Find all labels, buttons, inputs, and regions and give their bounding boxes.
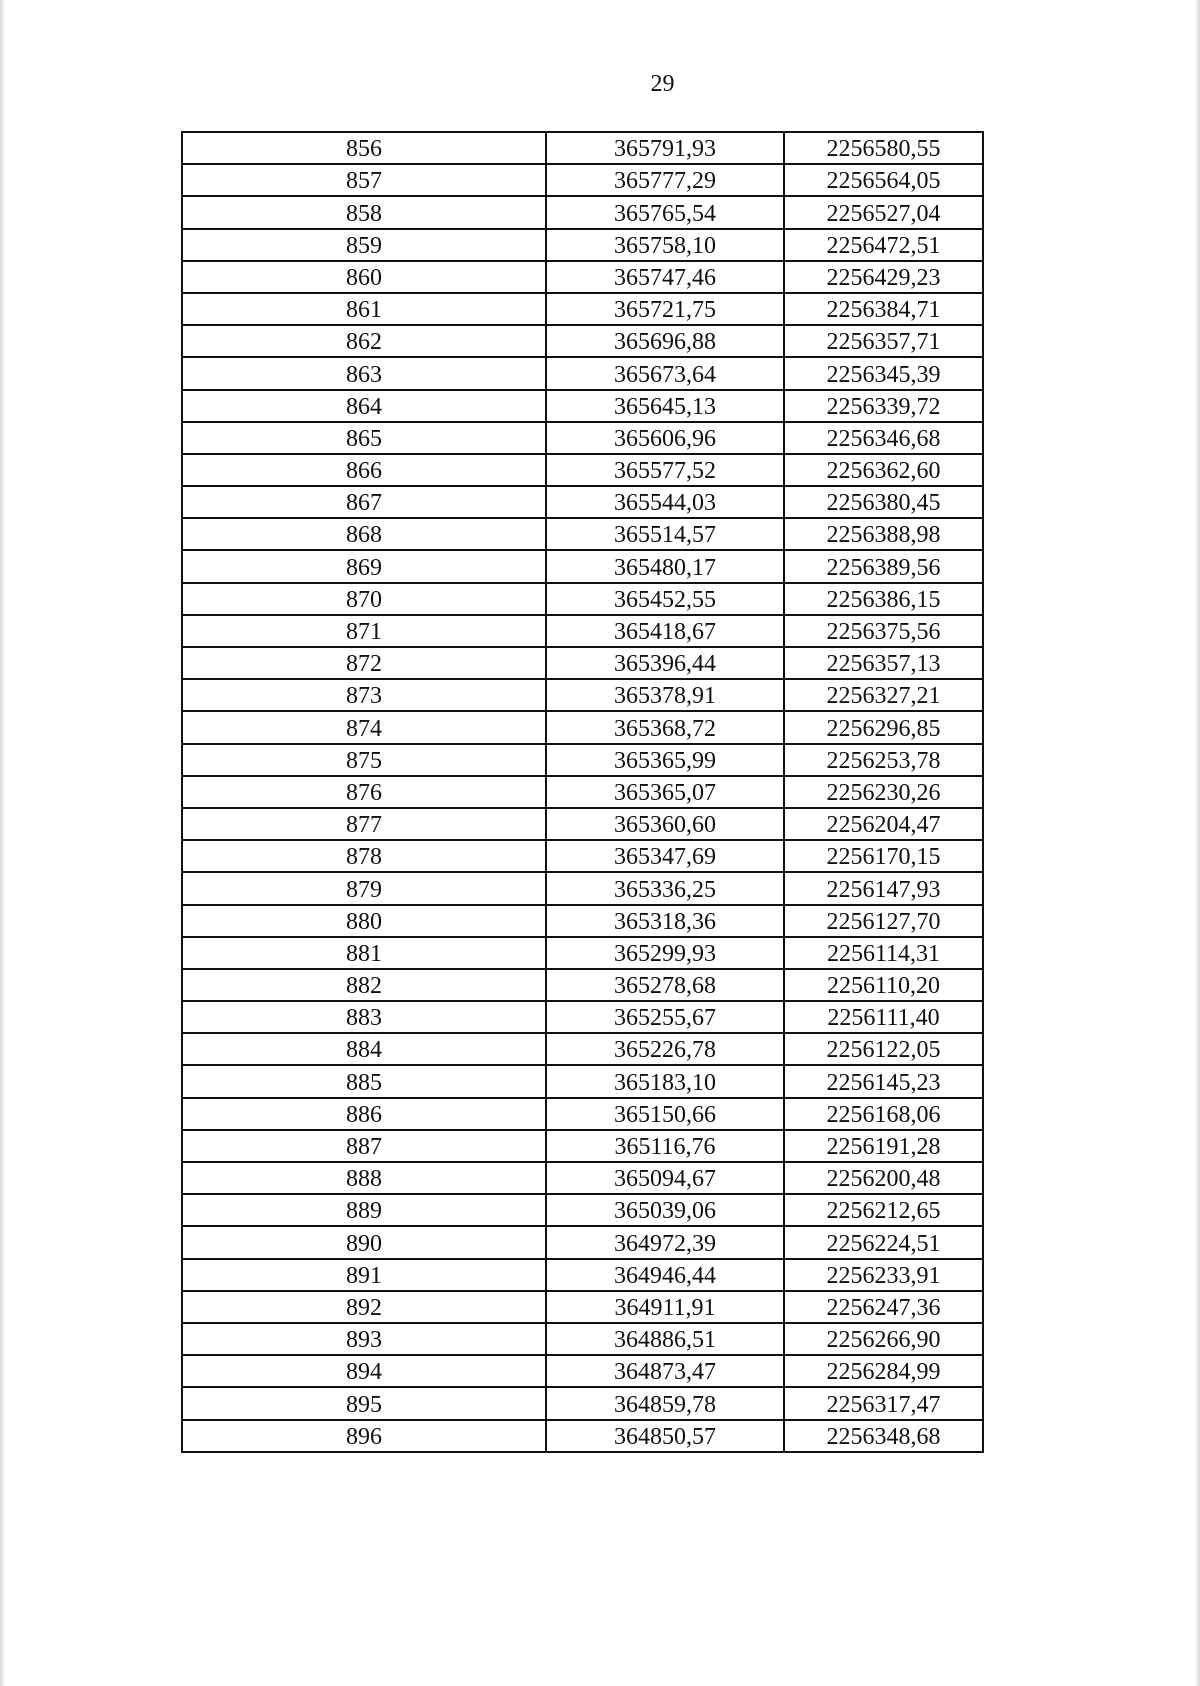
point-number-cell: 860: [182, 261, 546, 293]
table-row: [182, 776, 983, 808]
point-number-cell: 881: [182, 937, 546, 969]
point-number-cell: 862: [182, 325, 546, 357]
point-number-cell: 865: [182, 422, 546, 454]
y-coordinate-cell: 2256168,06: [784, 1098, 983, 1130]
y-coordinate-cell: 2256357,13: [784, 647, 983, 679]
x-coordinate-cell: 365039,06: [546, 1194, 784, 1226]
table-row: [182, 872, 983, 904]
point-number-cell: 870: [182, 583, 546, 615]
x-coordinate-cell: 365378,91: [546, 679, 784, 711]
x-coordinate-cell: 365336,25: [546, 872, 784, 904]
table-row: [182, 293, 983, 325]
table-row: [182, 1355, 983, 1387]
x-coordinate-cell: 365747,46: [546, 261, 784, 293]
y-coordinate-cell: 2256145,23: [784, 1065, 983, 1097]
x-coordinate-cell: 365368,72: [546, 711, 784, 743]
y-coordinate-cell: 2256110,20: [784, 969, 983, 1001]
table-row: [182, 1130, 983, 1162]
table-row: [182, 583, 983, 615]
x-coordinate-cell: 364859,78: [546, 1387, 784, 1419]
point-number-cell: 873: [182, 679, 546, 711]
table-row: [182, 390, 983, 422]
scan-edge-right: [1194, 0, 1200, 1686]
x-coordinate-cell: 365365,99: [546, 744, 784, 776]
table-row: [182, 357, 983, 389]
point-number-cell: 878: [182, 840, 546, 872]
table-row: [182, 1226, 983, 1258]
x-coordinate-cell: 365514,57: [546, 518, 784, 550]
point-number-cell: 894: [182, 1355, 546, 1387]
y-coordinate-cell: 2256224,51: [784, 1226, 983, 1258]
point-number-cell: 879: [182, 872, 546, 904]
table-row: [182, 454, 983, 486]
point-number-cell: 876: [182, 776, 546, 808]
point-number-cell: 872: [182, 647, 546, 679]
x-coordinate-cell: 365360,60: [546, 808, 784, 840]
y-coordinate-cell: 2256266,90: [784, 1323, 983, 1355]
table-row: [182, 261, 983, 293]
y-coordinate-cell: 2256212,65: [784, 1194, 983, 1226]
table-row: [182, 486, 983, 518]
y-coordinate-cell: 2256317,47: [784, 1387, 983, 1419]
point-number-cell: 889: [182, 1194, 546, 1226]
x-coordinate-cell: 365765,54: [546, 196, 784, 228]
x-coordinate-cell: 365396,44: [546, 647, 784, 679]
x-coordinate-cell: 364911,91: [546, 1291, 784, 1323]
table-row: [182, 840, 983, 872]
x-coordinate-cell: 365183,10: [546, 1065, 784, 1097]
x-coordinate-cell: 364886,51: [546, 1323, 784, 1355]
x-coordinate-cell: 365365,07: [546, 776, 784, 808]
y-coordinate-cell: 2256230,26: [784, 776, 983, 808]
y-coordinate-cell: 2256233,91: [784, 1259, 983, 1291]
point-number-cell: 856: [182, 132, 546, 164]
x-coordinate-cell: 365116,76: [546, 1130, 784, 1162]
table-row: [182, 937, 983, 969]
y-coordinate-cell: 2256580,55: [784, 132, 983, 164]
point-number-cell: 883: [182, 1001, 546, 1033]
table-row: [182, 1001, 983, 1033]
x-coordinate-cell: 364850,57: [546, 1420, 784, 1452]
y-coordinate-cell: 2256348,68: [784, 1420, 983, 1452]
y-coordinate-cell: 2256339,72: [784, 390, 983, 422]
table-row: [182, 325, 983, 357]
x-coordinate-cell: 365278,68: [546, 969, 784, 1001]
point-number-cell: 895: [182, 1387, 546, 1419]
x-coordinate-cell: 365791,93: [546, 132, 784, 164]
table-row: [182, 229, 983, 261]
table-row: [182, 905, 983, 937]
x-coordinate-cell: 365094,67: [546, 1162, 784, 1194]
point-number-cell: 884: [182, 1033, 546, 1065]
y-coordinate-cell: 2256200,48: [784, 1162, 983, 1194]
table-row: [182, 518, 983, 550]
y-coordinate-cell: 2256253,78: [784, 744, 983, 776]
table-row: [182, 132, 983, 164]
point-number-cell: 869: [182, 550, 546, 582]
table-row: [182, 1194, 983, 1226]
x-coordinate-cell: 364873,47: [546, 1355, 784, 1387]
point-number-cell: 868: [182, 518, 546, 550]
page-number: 29: [650, 71, 675, 97]
table-row: [182, 1098, 983, 1130]
table-row: [182, 1291, 983, 1323]
point-number-cell: 874: [182, 711, 546, 743]
x-coordinate-cell: 365226,78: [546, 1033, 784, 1065]
y-coordinate-cell: 2256472,51: [784, 229, 983, 261]
point-number-cell: 871: [182, 615, 546, 647]
x-coordinate-cell: 365645,13: [546, 390, 784, 422]
x-coordinate-cell: 365777,29: [546, 164, 784, 196]
x-coordinate-cell: 365696,88: [546, 325, 784, 357]
y-coordinate-cell: 2256375,56: [784, 615, 983, 647]
x-coordinate-cell: 365150,66: [546, 1098, 784, 1130]
point-number-cell: 859: [182, 229, 546, 261]
point-number-cell: 896: [182, 1420, 546, 1452]
table-row: [182, 679, 983, 711]
point-number-cell: 861: [182, 293, 546, 325]
x-coordinate-cell: 365673,64: [546, 357, 784, 389]
coordinates-table-body: [182, 132, 983, 1452]
y-coordinate-cell: 2256357,71: [784, 325, 983, 357]
x-coordinate-cell: 365347,69: [546, 840, 784, 872]
y-coordinate-cell: 2256429,23: [784, 261, 983, 293]
table-row: [182, 1323, 983, 1355]
point-number-cell: 880: [182, 905, 546, 937]
y-coordinate-cell: 2256389,56: [784, 550, 983, 582]
y-coordinate-cell: 2256114,31: [784, 937, 983, 969]
y-coordinate-cell: 2256388,98: [784, 518, 983, 550]
y-coordinate-cell: 2256191,28: [784, 1130, 983, 1162]
y-coordinate-cell: 2256284,99: [784, 1355, 983, 1387]
x-coordinate-cell: 365299,93: [546, 937, 784, 969]
table-row: [182, 808, 983, 840]
x-coordinate-cell: 365721,75: [546, 293, 784, 325]
point-number-cell: 891: [182, 1259, 546, 1291]
point-number-cell: 877: [182, 808, 546, 840]
y-coordinate-cell: 2256380,45: [784, 486, 983, 518]
x-coordinate-cell: 364972,39: [546, 1226, 784, 1258]
x-coordinate-cell: 365418,67: [546, 615, 784, 647]
x-coordinate-cell: 365606,96: [546, 422, 784, 454]
table-row: [182, 711, 983, 743]
table-row: [182, 1065, 983, 1097]
y-coordinate-cell: 2256527,04: [784, 196, 983, 228]
x-coordinate-cell: 364946,44: [546, 1259, 784, 1291]
y-coordinate-cell: 2256204,47: [784, 808, 983, 840]
y-coordinate-cell: 2256170,15: [784, 840, 983, 872]
x-coordinate-cell: 365480,17: [546, 550, 784, 582]
table-row: [182, 164, 983, 196]
point-number-cell: 882: [182, 969, 546, 1001]
point-number-cell: 893: [182, 1323, 546, 1355]
table-row: [182, 647, 983, 679]
coordinates-table: [181, 131, 984, 1453]
table-row: [182, 615, 983, 647]
point-number-cell: 892: [182, 1291, 546, 1323]
table-row: [182, 422, 983, 454]
y-coordinate-cell: 2256122,05: [784, 1033, 983, 1065]
x-coordinate-cell: 365255,67: [546, 1001, 784, 1033]
point-number-cell: 890: [182, 1226, 546, 1258]
y-coordinate-cell: 2256346,68: [784, 422, 983, 454]
table-row: [182, 1387, 983, 1419]
point-number-cell: 867: [182, 486, 546, 518]
point-number-cell: 875: [182, 744, 546, 776]
point-number-cell: 888: [182, 1162, 546, 1194]
y-coordinate-cell: 2256111,40: [784, 1001, 983, 1033]
y-coordinate-cell: 2256564,05: [784, 164, 983, 196]
x-coordinate-cell: 365452,55: [546, 583, 784, 615]
y-coordinate-cell: 2256247,36: [784, 1291, 983, 1323]
y-coordinate-cell: 2256384,71: [784, 293, 983, 325]
table-row: [182, 1033, 983, 1065]
x-coordinate-cell: 365577,52: [546, 454, 784, 486]
table-row: [182, 1420, 983, 1452]
x-coordinate-cell: 365544,03: [546, 486, 784, 518]
table-row: [182, 550, 983, 582]
point-number-cell: 858: [182, 196, 546, 228]
table-row: [182, 969, 983, 1001]
table-row: [182, 1162, 983, 1194]
point-number-cell: 886: [182, 1098, 546, 1130]
y-coordinate-cell: 2256327,21: [784, 679, 983, 711]
point-number-cell: 857: [182, 164, 546, 196]
y-coordinate-cell: 2256296,85: [784, 711, 983, 743]
y-coordinate-cell: 2256362,60: [784, 454, 983, 486]
point-number-cell: 887: [182, 1130, 546, 1162]
y-coordinate-cell: 2256386,15: [784, 583, 983, 615]
table-row: [182, 1259, 983, 1291]
point-number-cell: 864: [182, 390, 546, 422]
table-row: [182, 196, 983, 228]
scan-edge-left: [0, 0, 6, 1686]
x-coordinate-cell: 365758,10: [546, 229, 784, 261]
point-number-cell: 863: [182, 357, 546, 389]
y-coordinate-cell: 2256127,70: [784, 905, 983, 937]
y-coordinate-cell: 2256345,39: [784, 357, 983, 389]
table-row: [182, 744, 983, 776]
point-number-cell: 885: [182, 1065, 546, 1097]
point-number-cell: 866: [182, 454, 546, 486]
y-coordinate-cell: 2256147,93: [784, 872, 983, 904]
x-coordinate-cell: 365318,36: [546, 905, 784, 937]
